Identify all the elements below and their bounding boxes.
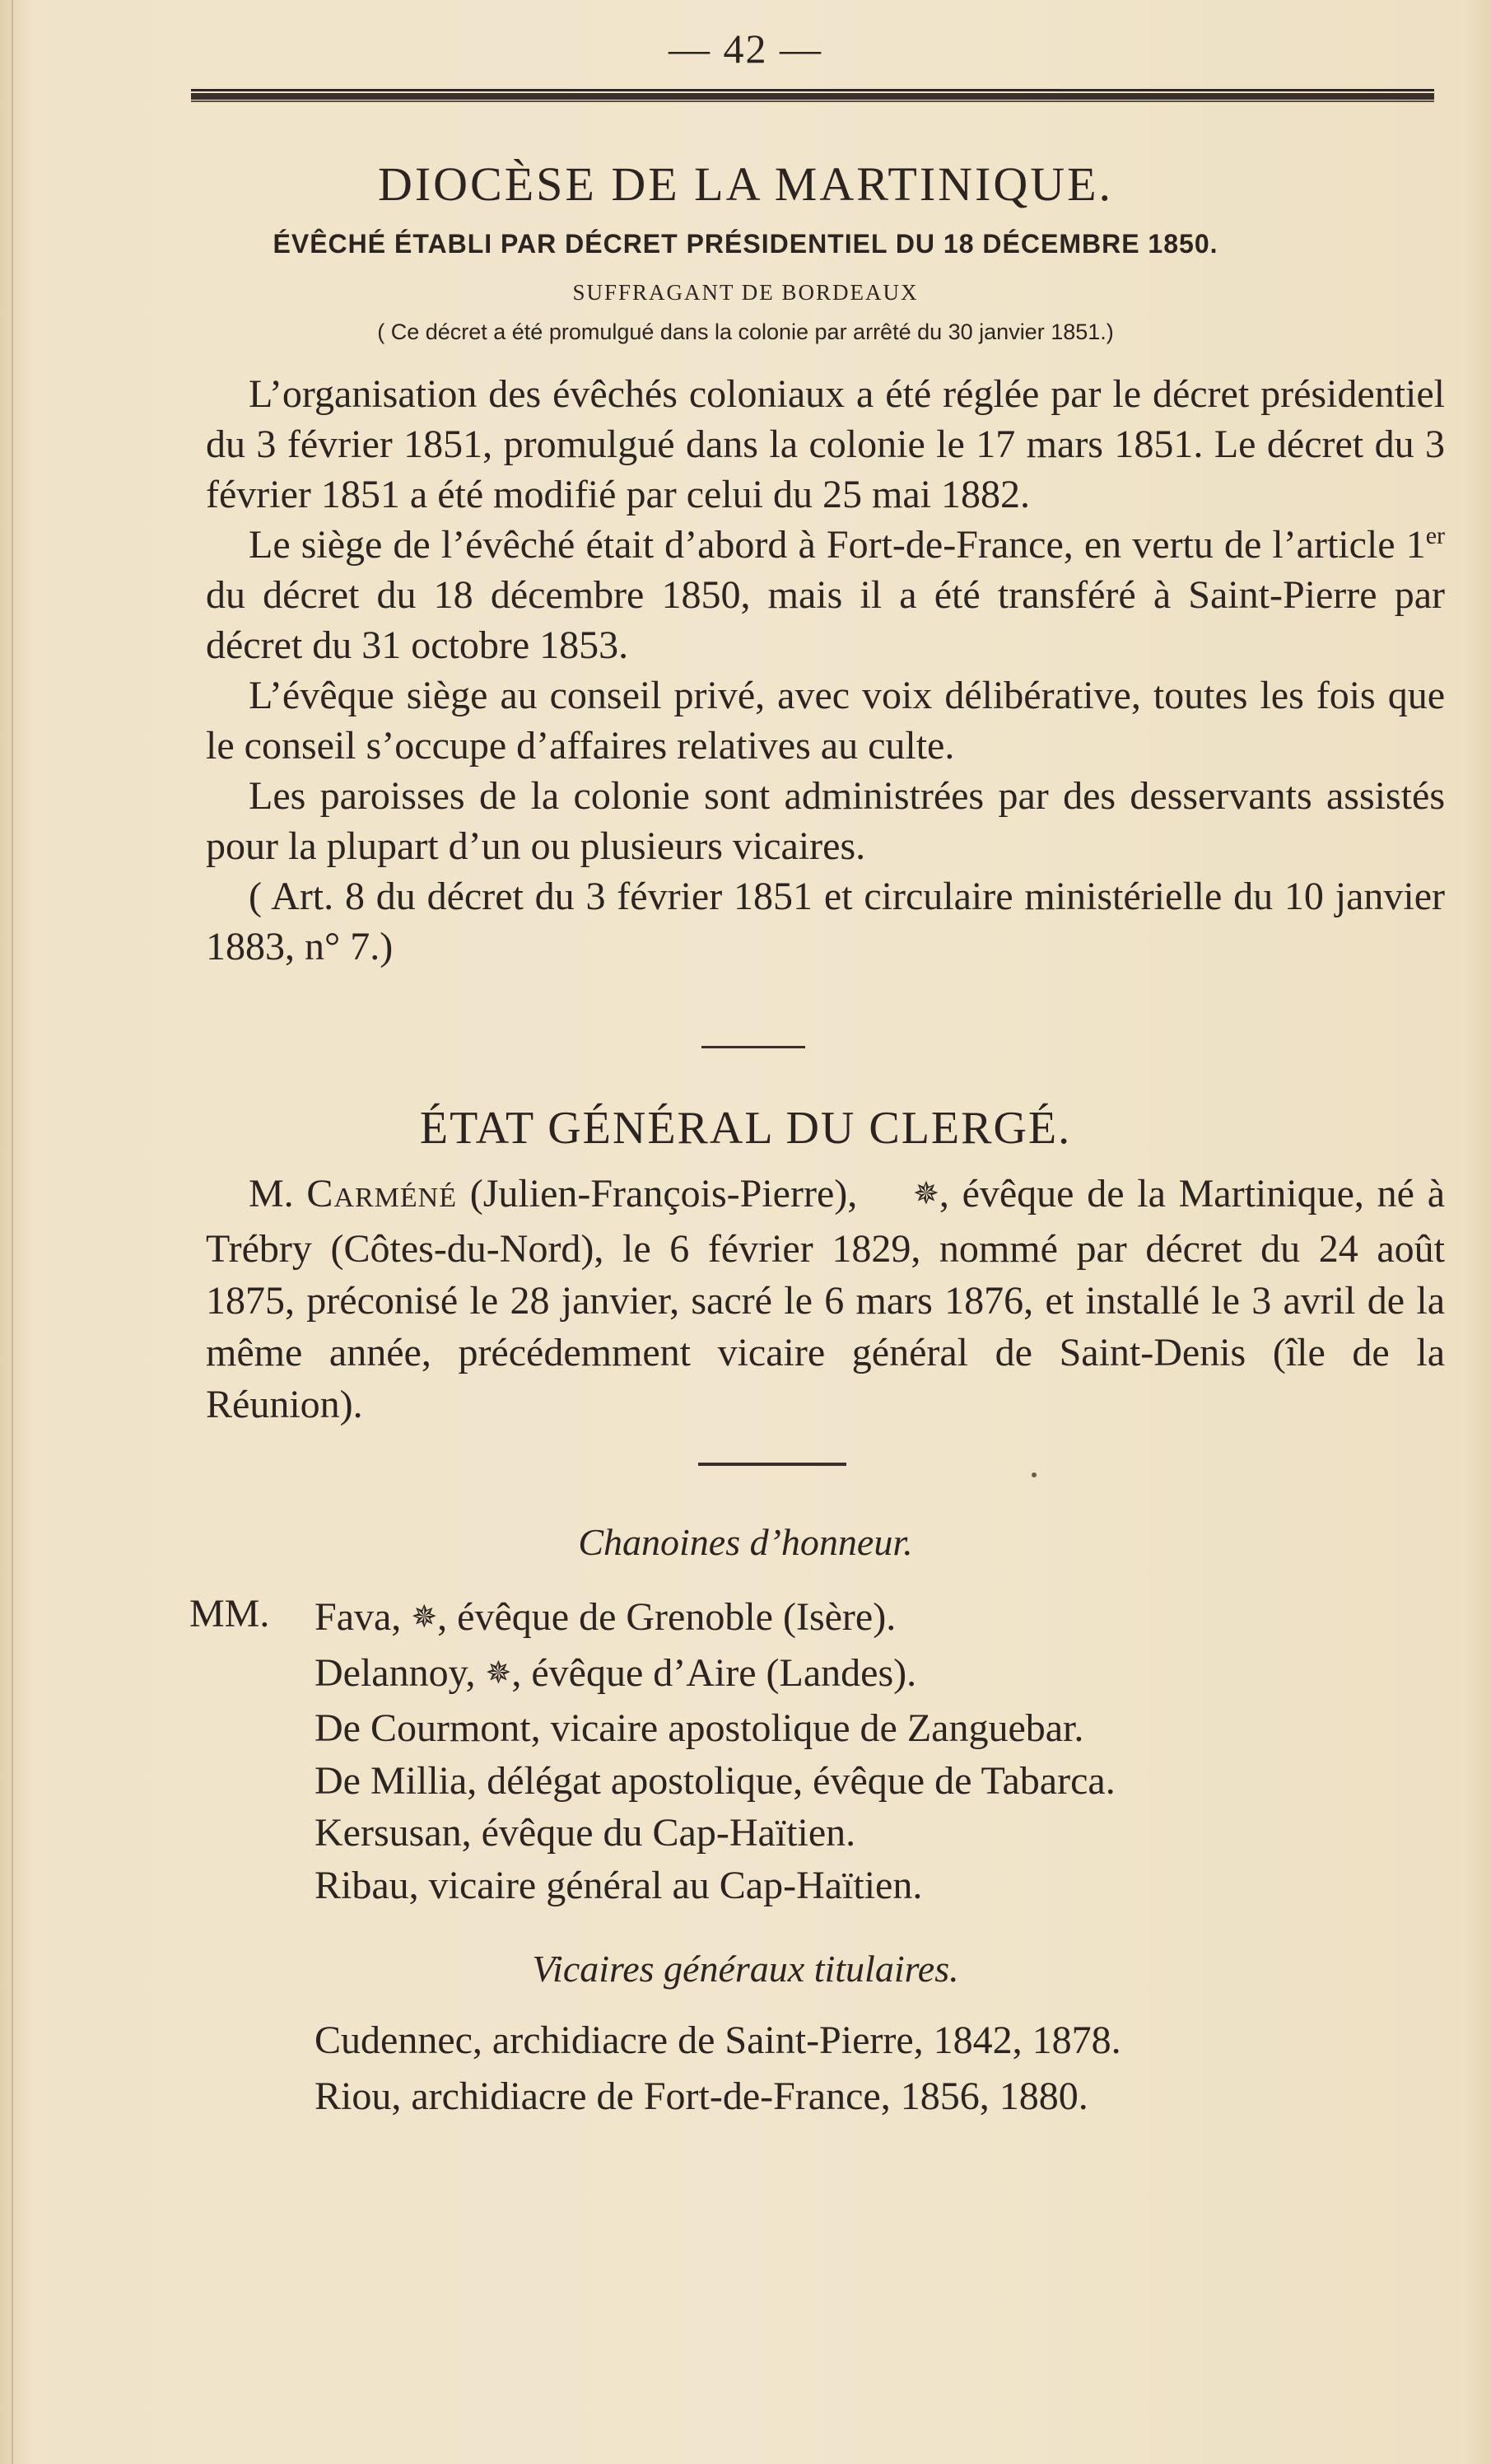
legion-honneur-icon: ✵: [485, 1655, 512, 1691]
list-item: Delannoy, ✵, évêque d’Aire (Landes).: [315, 1647, 1116, 1703]
honorary-canons-list: [315, 1591, 1116, 1911]
ink-dot: [1032, 1472, 1037, 1477]
list-item: De Courmont, vicaire apostolique de Zanguebar.: [315, 1706, 1084, 1750]
list-item: Fava, ✵, évêque de Grenoble (Isère).: [315, 1591, 1116, 1647]
decree-note: ( Ce décret a été promulgué dans la colonie par arrêté du 30 janvier 1851.): [377, 320, 1114, 344]
section-divider-2: [698, 1463, 846, 1466]
section-divider: [701, 1046, 805, 1048]
header-rule: [191, 89, 1434, 102]
bishop-surname: Carméné: [306, 1172, 457, 1216]
paragraph-siege: Le siège de l’évêché était d’abord à Fort-de-France, en vertu de l’article 1er du décret du 18 décembre 1850, mais il a été transféré à Saint-Pierre par décret du 31 octobre 1853.: [206, 522, 1445, 667]
page-number: — 42 —: [669, 26, 822, 72]
vicars-general-list: [315, 2013, 1121, 2125]
clergy-title: ÉTAT GÉNÉRAL DU CLERGÉ.: [419, 1103, 1072, 1154]
list-item: Ribau, vicaire général au Cap-Haïtien.: [315, 1863, 923, 1907]
list-item: De Millia, délégat apostolique, évêque de Tabarca.: [315, 1758, 1116, 1803]
paragraph-conseil: L’évêque siège au conseil privé, avec voix délibérative, toutes les fois que le conseil s’occupe d’affaires relatives au culte.: [206, 674, 1445, 768]
list-item: Cudennec, archidiacre de Saint-Pierre, 1842, 1878.: [315, 2018, 1121, 2062]
page-edge: [12, 0, 13, 2464]
diocese-title: DIOCÈSE DE LA MARTINIQUE.: [377, 157, 1114, 211]
suffragant-line: SUFFRAGANT DE BORDEAUX: [572, 280, 919, 305]
intro-text: [206, 369, 1445, 972]
list-item: Riou, archidiacre de Fort-de-France, 1856, 1880.: [315, 2074, 1088, 2118]
list-item: Kersusan, évêque du Cap-Haïtien.: [315, 1811, 856, 1855]
legion-honneur-icon: ✵: [912, 1177, 939, 1211]
superscript: er: [1425, 522, 1445, 549]
establishment-line: ÉVÊCHÉ ÉTABLI PAR DÉCRET PRÉSIDENTIEL DU 18 DÉCEMBRE 1850.: [273, 229, 1218, 259]
bishop-paragraph: M. Carméné (Julien-François-Pierre), ✵, évêque de la Martinique, né à Trébry (Côtes-du-Nord), le 6 février 1829, nommé par décret du 24 août 1875, préconisé le 28 janvier, sacré le 6 mars 1876, et installé le 3 avril de la même année, précédemment vicaire général de Saint-Denis (île de la Réunion).: [206, 1168, 1445, 1430]
vicars-general-heading: Vicaires généraux titulaires.: [532, 1948, 959, 1990]
paragraph-organisation: L’organisation des évêchés coloniaux a été réglée par le décret présidentiel du 3 février 1851, promulgué dans la colonie le 17 mars 1851. Le décret du 3 février 1851 a été modifié par celui du 25 mai 1882.: [206, 372, 1445, 516]
honorary-canons-heading: Chanoines d’honneur.: [578, 1521, 913, 1563]
bishop-entry: [206, 1168, 1445, 1430]
mm-prefix: MM.: [189, 1592, 270, 1636]
legion-honneur-icon: ✵: [411, 1600, 438, 1635]
paragraph-reference: ( Art. 8 du décret du 3 février 1851 et circulaire ministérielle du 10 janvier 1883, n° 7.): [206, 875, 1445, 968]
paragraph-paroisses: Les paroisses de la colonie sont administrées par des desservants assistés pour la plupart d’un ou plusieurs vicaires.: [206, 774, 1445, 868]
